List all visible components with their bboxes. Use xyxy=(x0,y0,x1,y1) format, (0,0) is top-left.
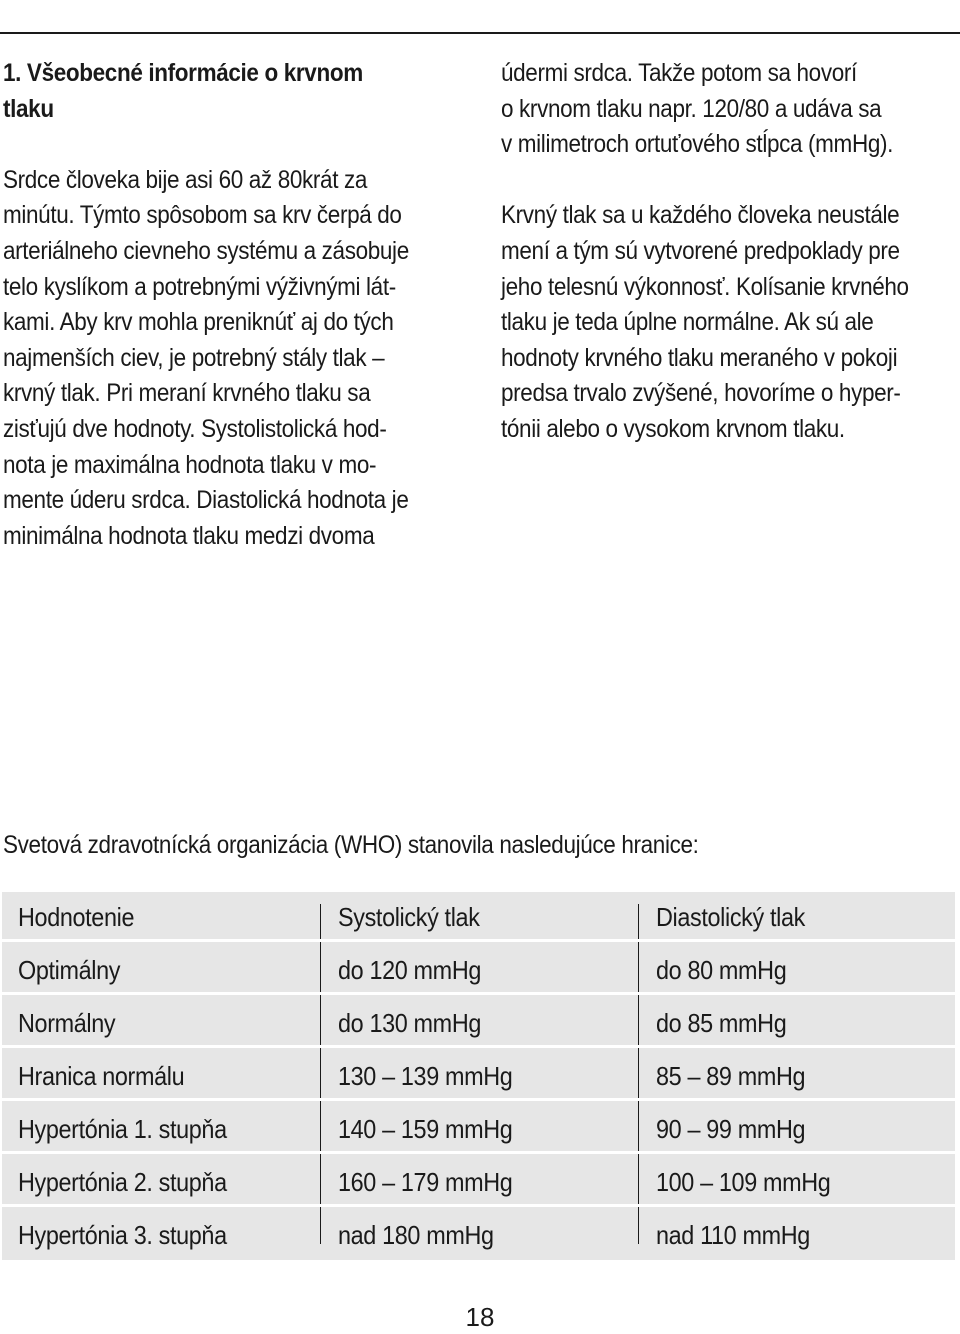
blood-pressure-table xyxy=(2,892,955,1260)
text-line: hodnoty krvného tlaku meraného v pokoji xyxy=(501,343,898,372)
table-cell: nad 180 mmHg xyxy=(338,1220,494,1250)
text-line: Krvný tlak sa u každého človeka neustále xyxy=(501,201,900,230)
text-line: arteriálneho cievneho systému a zásobuje xyxy=(3,236,409,265)
text-line: minútu. Týmto spôsobom sa krv čerpá do xyxy=(3,201,402,230)
who-intro-text: Svetová zdravotnícká organizácia (WHO) stanovila nasledujúce hranice: xyxy=(3,831,699,859)
table-row xyxy=(2,1051,955,1101)
table-cell: 85 – 89 mmHg xyxy=(656,1061,806,1091)
text-line: jeho telesnú výkonnosť. Kolísanie krvného xyxy=(501,272,909,301)
continuation-paragraph xyxy=(501,56,951,163)
table-cell: Normálny xyxy=(18,1008,116,1038)
table-header-cell: Hodnotenie xyxy=(18,902,135,932)
page-number: 18 xyxy=(465,1302,495,1332)
text-line: minimálna hodnota tlaku medzi dvoma xyxy=(3,521,375,550)
table-row xyxy=(2,1210,955,1260)
table-cell: 100 – 109 mmHg xyxy=(656,1167,831,1197)
table-cell: nad 110 mmHg xyxy=(656,1220,810,1250)
table-row xyxy=(2,1157,955,1207)
text-line: zisťujú dve hodnoty. Systolistolická hod- xyxy=(3,414,387,443)
table-cell: do 80 mmHg xyxy=(656,955,787,985)
table-cell: do 85 mmHg xyxy=(656,1008,787,1038)
text-line: predsa trvalo zvýšené, hovoríme o hyper- xyxy=(501,379,901,408)
text-line: krvný tlak. Pri meraní krvného tlaku sa xyxy=(3,379,371,408)
text-line: kami. Aby krv mohla preniknúť aj do tých xyxy=(3,308,394,337)
table-cell: 90 – 99 mmHg xyxy=(656,1114,806,1144)
text-line: nota je maximálna hodnota tlaku v mo- xyxy=(3,450,377,479)
table-header-cell: Systolický tlak xyxy=(338,902,480,932)
text-line: o krvnom tlaku napr. 120/80 a udáva sa xyxy=(501,94,882,123)
text-line: tlaku je teda úplne normálne. Ak sú ale xyxy=(501,308,874,337)
variability-paragraph xyxy=(501,198,951,447)
table-header-row xyxy=(2,892,955,942)
table-cell: do 120 mmHg xyxy=(338,955,482,985)
right-column xyxy=(501,56,951,448)
table-cell: Hypertónia 3. stupňa xyxy=(18,1220,227,1250)
heading-line: 1. Všeobecné informácie o krvnom xyxy=(3,59,363,87)
table-cell: 160 – 179 mmHg xyxy=(338,1167,513,1197)
table-cell: 140 – 159 mmHg xyxy=(338,1114,513,1144)
text-line: mente úderu srdca. Diastolická hodnota je xyxy=(3,486,409,515)
heading-line: tlaku xyxy=(3,94,54,123)
table-row xyxy=(2,998,955,1048)
table-cell: Optimálny xyxy=(18,955,121,985)
section-heading xyxy=(3,56,462,127)
table-row xyxy=(2,1104,955,1154)
text-line: mení a tým sú vytvorené predpoklady pre xyxy=(501,236,900,265)
table-cell: 130 – 139 mmHg xyxy=(338,1061,513,1091)
text-line: najmenších ciev, je potrebný stály tlak – xyxy=(3,343,385,372)
top-rule xyxy=(0,0,960,34)
text-line: Srdce človeka bije asi 60 až 80krát za xyxy=(3,165,368,194)
text-line: tónii alebo o vysokom krvnom tlaku. xyxy=(501,414,845,443)
text-line: údermi srdca. Takže potom sa hovorí xyxy=(501,59,857,87)
table-cell: Hypertónia 2. stupňa xyxy=(18,1167,227,1197)
table-cell: do 130 mmHg xyxy=(338,1008,482,1038)
table-header-cell: Diastolický tlak xyxy=(656,902,805,932)
text-line: v milimetroch ortuťového stĺpca (mmHg). xyxy=(501,130,894,159)
intro-paragraph xyxy=(3,163,462,555)
table-row xyxy=(2,945,955,995)
table-cell: Hypertónia 1. stupňa xyxy=(18,1114,227,1144)
left-column xyxy=(3,56,462,554)
table-cell: Hranica normálu xyxy=(18,1061,185,1091)
text-line: telo kyslíkom a potrebnými výživnými lát- xyxy=(3,272,396,301)
